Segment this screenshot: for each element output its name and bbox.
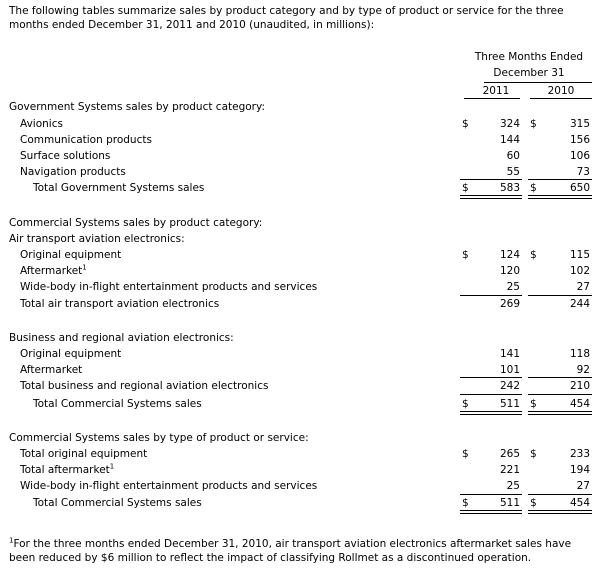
header-date: December 31 xyxy=(493,67,565,79)
table-row: Original equipment $ 124 $ 115 xyxy=(20,249,590,261)
table-row: Aftermarket$^1$ 120 102 xyxy=(20,263,590,277)
footnote-marker: 1 xyxy=(82,263,87,272)
table-row: Wide-body in-flight entertainment products and services 25 27 xyxy=(20,281,590,293)
footnote-marker: 1 xyxy=(109,462,115,471)
table-row: Surface solutions 60 106 xyxy=(20,150,590,162)
subtotal-row: Total air transport aviation electronics 269 244 xyxy=(20,298,590,310)
table-row: Wide-body in-flight entertainment products and services 25 27 xyxy=(20,480,590,492)
table-row: Aftermarket 101 92 xyxy=(20,364,590,376)
table-row: Communication products 144 156 xyxy=(20,134,590,146)
footnote: $^1$For the three months ended December 31, 2010, air transport aviation electronics aftermarket sales have been reduced by $6 million to reflect the impact of classifying Rollmet as a discontinued operation. xyxy=(9,536,572,564)
section-heading: Government Systems sales by product category: xyxy=(9,101,265,113)
total-row: Total Commercial Systems sales $ 511 $ 454 xyxy=(33,497,590,509)
table-row: Total aftermarket$^1$ 221 194 xyxy=(20,462,590,476)
total-row: Total Government Systems sales $ 583 $ 650 xyxy=(33,182,590,194)
subsection-heading: Business and regional aviation electronics: xyxy=(9,332,234,344)
table-row: Total original equipment $ 265 $ 233 xyxy=(20,448,590,460)
table-row: Navigation products 55 73 xyxy=(20,166,590,178)
header-period: Three Months Ended xyxy=(474,51,584,63)
table-row: Avionics $ 324 $ 315 xyxy=(20,118,590,130)
subsection-heading: Air transport aviation electronics: xyxy=(9,233,185,245)
section-heading: Commercial Systems sales by type of product or service: xyxy=(9,432,309,444)
header-year-2011: 2011 xyxy=(482,85,510,97)
column-header xyxy=(466,49,592,81)
total-row: Total Commercial Systems sales $ 511 $ 454 xyxy=(33,398,590,410)
header-year-2010: 2010 xyxy=(547,85,575,97)
table-row: Original equipment 141 118 xyxy=(20,348,590,360)
section-heading: Commercial Systems sales by product category: xyxy=(9,217,263,229)
footnote-marker: 1 xyxy=(9,536,14,545)
subtotal-row: Total business and regional aviation electronics 242 210 xyxy=(20,380,590,392)
intro-paragraph: The following tables summarize sales by product category and by type of product or service for the three months ended December 31, 2011 and 2010 (unaudited, in millions): xyxy=(9,5,564,31)
